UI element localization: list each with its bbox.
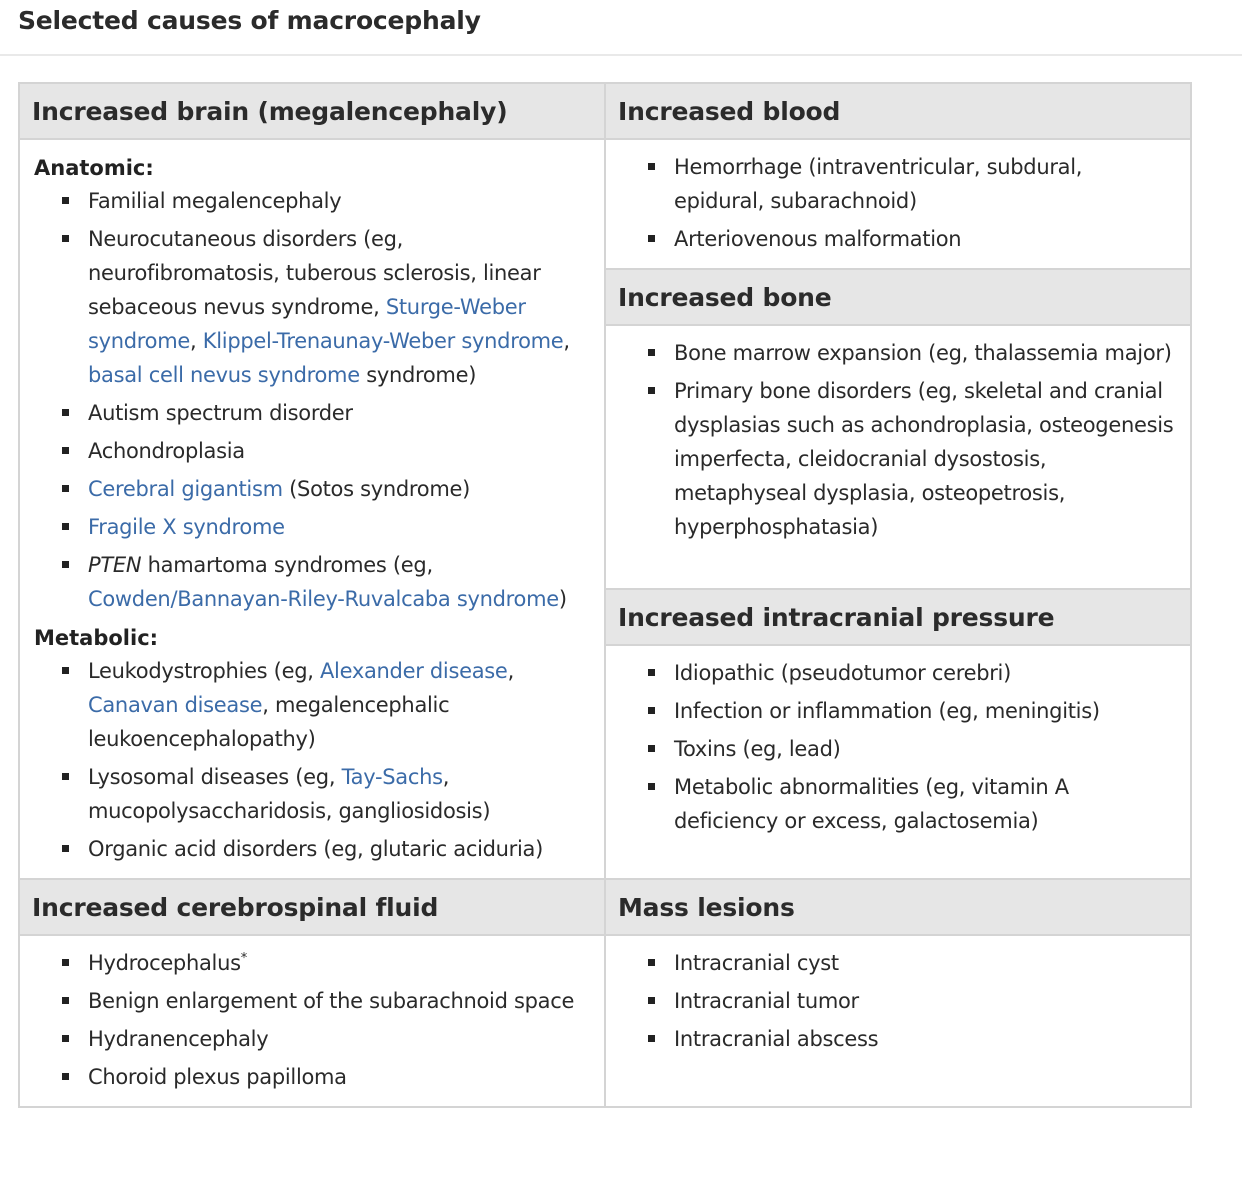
link-klippel-trenaunay-weber[interactable]: Klippel-Trenaunay-Weber syndrome [202, 329, 564, 353]
title-divider [0, 54, 1242, 56]
list-item: Idiopathic (pseudotumor cerebri) [618, 656, 1178, 690]
list-item: Organic acid disorders (eg, glutaric aciduria) [32, 832, 592, 866]
causes-table [18, 82, 1192, 1108]
list-anatomic [32, 184, 592, 616]
list-item: Lysosomal diseases (eg, Tay-Sachs, mucopolysaccharidosis, gangliosidosis) [32, 760, 592, 828]
cell-increased-blood [605, 139, 1191, 269]
link-cerebral-gigantism[interactable]: Cerebral gigantism [88, 477, 283, 501]
header-mass-lesions: Mass lesions [605, 879, 1191, 935]
list-icp [618, 656, 1178, 838]
subhead-anatomic: Anatomic: [34, 156, 154, 180]
list-item: Intracranial tumor [618, 984, 1178, 1018]
footnote-mark: * [240, 951, 247, 966]
header-increased-csf: Increased cerebrospinal fluid [19, 879, 605, 935]
list-mass [618, 946, 1178, 1056]
list-item: Cerebral gigantism (Sotos syndrome) [32, 472, 592, 506]
header-increased-bone: Increased bone [605, 269, 1191, 325]
list-item: Intracranial abscess [618, 1022, 1178, 1056]
list-item: Intracranial cyst [618, 946, 1178, 980]
subhead-metabolic: Metabolic: [34, 626, 159, 650]
cell-mass-lesions [605, 935, 1191, 1107]
cell-increased-csf [19, 935, 605, 1107]
header-increased-icp: Increased intracranial pressure [605, 589, 1191, 645]
list-item: Choroid plexus papilloma [32, 1060, 592, 1094]
list-item: Achondroplasia [32, 434, 592, 468]
header-increased-blood: Increased blood [605, 83, 1191, 139]
link-fragile-x[interactable]: Fragile X syndrome [88, 515, 285, 539]
list-item: Neurocutaneous disorders (eg, neurofibromatosis, tuberous sclerosis, linear sebaceous nevus syndrome, Sturge-Weber syndrome, Klippel-Trenaunay-Weber syndrome, basal cell nevus syndrome syndrome) [32, 222, 592, 392]
list-item: Autism spectrum disorder [32, 396, 592, 430]
link-alexander-disease[interactable]: Alexander disease [319, 659, 508, 683]
list-item: Leukodystrophies (eg, Alexander disease, Canavan disease, megalencephalic leukoencephalopathy) [32, 654, 592, 756]
list-item [32, 510, 592, 544]
cell-increased-bone [605, 325, 1191, 589]
list-metabolic [32, 654, 592, 866]
cell-increased-brain [19, 139, 605, 879]
list-item: Primary bone disorders (eg, skeletal and cranial dysplasias such as achondroplasia, osteogenesis imperfecta, cleidocranial dysostosis, metaphyseal dysplasia, osteopetrosis, hyperphosphatasia) [618, 374, 1178, 544]
cell-increased-icp [605, 645, 1191, 879]
list-item: Bone marrow expansion (eg, thalassemia major) [618, 336, 1178, 370]
list-bone [618, 336, 1178, 544]
list-blood [618, 150, 1178, 256]
list-item: Hydranencephaly [32, 1022, 592, 1056]
link-tay-sachs[interactable]: Tay-Sachs [341, 765, 443, 789]
list-item: Infection or inflammation (eg, meningitis) [618, 694, 1178, 728]
page-title: Selected causes of macrocephaly [18, 6, 481, 35]
link-cowden[interactable]: Cowden/Bannayan-Riley-Ruvalcaba syndrome [88, 587, 559, 611]
list-item: Toxins (eg, lead) [618, 732, 1178, 766]
list-item: Hemorrhage (intraventricular, subdural, epidural, subarachnoid) [618, 150, 1178, 218]
list-item: Hydrocephalus* [32, 946, 592, 980]
link-canavan-disease[interactable]: Canavan disease [88, 693, 263, 717]
link-sturge-weber[interactable]: Sturge-Weber syndrome [88, 295, 526, 353]
list-csf [32, 946, 592, 1094]
list-item: Arteriovenous malformation [618, 222, 1178, 256]
link-basal-cell-nevus[interactable]: basal cell nevus syndrome [88, 363, 360, 387]
list-item: Benign enlargement of the subarachnoid space [32, 984, 592, 1018]
list-item: Familial megalencephaly [32, 184, 592, 218]
list-item: PTEN hamartoma syndromes (eg, Cowden/Bannayan-Riley-Ruvalcaba syndrome) [32, 548, 592, 616]
list-item: Metabolic abnormalities (eg, vitamin A deficiency or excess, galactosemia) [618, 770, 1178, 838]
header-increased-brain: Increased brain (megalencephaly) [19, 83, 605, 139]
